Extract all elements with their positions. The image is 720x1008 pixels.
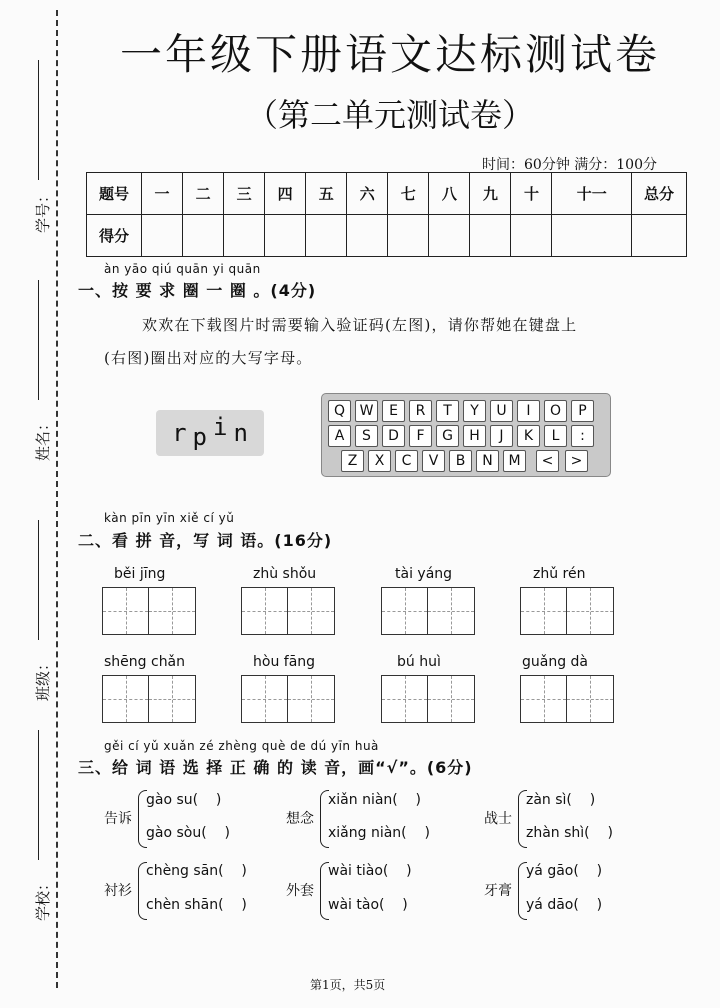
keyboard-image [321, 393, 611, 477]
word-pinyin-5: shēng chǎn [104, 654, 186, 670]
choice-option-2a[interactable]: xiǎn niàn( ) [328, 792, 422, 808]
choice-word-2: 想念 [286, 811, 314, 827]
school-line [38, 730, 39, 860]
score-table-cell: 总分 [632, 173, 687, 215]
choice-option-6b[interactable]: yá dāo( ) [526, 897, 603, 913]
key-s[interactable]: S [355, 425, 378, 447]
score-input-cell[interactable] [388, 215, 429, 257]
choice-word-5: 外套 [286, 883, 314, 899]
key-l[interactable]: L [544, 425, 567, 447]
writing-grid-1[interactable] [102, 587, 196, 635]
student-no-line [38, 60, 39, 180]
student-no-field [14, 60, 53, 260]
page-footer: 第1页，共5页 [310, 978, 386, 992]
score-input-cell[interactable] [306, 215, 347, 257]
page-title: 一年级下册语文达标测试卷 [119, 30, 660, 79]
key-g[interactable]: G [436, 425, 459, 447]
section1-instruction-line1: 欢欢在下载图片时需要输入验证码(左图)，请你帮她在键盘上 [142, 316, 578, 334]
writing-grid-7[interactable] [381, 675, 475, 723]
key-f[interactable]: F [409, 425, 432, 447]
key-j[interactable]: J [490, 425, 513, 447]
word-pinyin-4: zhǔ rén [533, 566, 586, 582]
score-input-cell[interactable] [632, 215, 687, 257]
class-label: 班级： [34, 655, 53, 702]
fold-line [56, 10, 58, 988]
score-input-cell[interactable] [470, 215, 511, 257]
class-line [38, 520, 39, 640]
choice-word-4: 衬衫 [104, 883, 132, 899]
choice-option-3b[interactable]: zhàn shì( ) [526, 825, 613, 841]
key-d[interactable]: D [382, 425, 405, 447]
score-input-cell[interactable] [265, 215, 306, 257]
key-h[interactable]: H [463, 425, 486, 447]
choice-option-3a[interactable]: zàn sì( ) [526, 792, 596, 808]
writing-grid-6[interactable] [241, 675, 335, 723]
writing-grid-3[interactable] [381, 587, 475, 635]
score-table-cell: 二 [183, 173, 224, 215]
key-less-than[interactable]: < [536, 450, 559, 472]
score-table-cell: 五 [306, 173, 347, 215]
score-table [86, 172, 687, 257]
writing-grid-5[interactable] [102, 675, 196, 723]
word-pinyin-2: zhù shǒu [253, 566, 317, 582]
score-table-cell: 九 [470, 173, 511, 215]
score-table-cell: 一 [142, 173, 183, 215]
student-no-label: 学号： [34, 187, 53, 234]
captcha-image [156, 410, 264, 456]
choice-word-3: 战士 [484, 811, 512, 827]
word-pinyin-1: běi jīng [114, 566, 166, 582]
score-table-cell: 四 [265, 173, 306, 215]
key-o[interactable]: O [544, 400, 567, 422]
score-input-cell[interactable] [142, 215, 183, 257]
section1-instruction-line2: (右图)圈出对应的大写字母。 [104, 349, 313, 367]
key-n[interactable]: N [476, 450, 499, 472]
key-t[interactable]: T [436, 400, 459, 422]
key-p[interactable]: P [571, 400, 594, 422]
score-table-cell: 十 [511, 173, 552, 215]
score-input-cell[interactable] [224, 215, 265, 257]
school-field [14, 730, 53, 930]
key-a[interactable]: A [328, 425, 351, 447]
key-greater-than[interactable]: > [565, 450, 588, 472]
key-k[interactable]: K [517, 425, 540, 447]
word-pinyin-8: guǎng dà [522, 654, 589, 670]
key-i[interactable]: I [517, 400, 540, 422]
school-label: 学校： [34, 875, 53, 922]
key-y[interactable]: Y [463, 400, 486, 422]
writing-grid-8[interactable] [520, 675, 614, 723]
choice-option-6a[interactable]: yá gāo( ) [526, 863, 603, 879]
section3-heading: 三、给 词 语 选 择 正 确 的 读 音，画“√”。(6分) [78, 758, 473, 777]
key-v[interactable]: V [422, 450, 445, 472]
choice-option-4a[interactable]: chèng sān( ) [146, 863, 247, 879]
score-table-cell: 七 [388, 173, 429, 215]
section3-pinyin: gěi cí yǔ xuǎn zé zhèng què de dú yīn huà [104, 739, 379, 753]
key-e[interactable]: E [382, 400, 405, 422]
key-x[interactable]: X [368, 450, 391, 472]
captcha-char: n [233, 419, 248, 447]
score-table-cell: 八 [429, 173, 470, 215]
name-field [14, 280, 53, 480]
key-r[interactable]: R [409, 400, 432, 422]
captcha-char: p [192, 423, 207, 451]
section1-pinyin: àn yāo qiú quān yi quān [104, 262, 261, 276]
score-row-label: 得分 [87, 215, 142, 257]
captcha-char: r [172, 419, 187, 447]
page-subtitle: （第二单元测试卷） [245, 96, 534, 134]
section1-heading: 一、按 要 求 圈 一 圈 。(4分) [78, 281, 317, 300]
key-u[interactable]: U [490, 400, 513, 422]
choice-word-6: 牙膏 [484, 883, 512, 899]
choice-option-2b[interactable]: xiǎng niàn( ) [328, 825, 430, 841]
name-line [38, 280, 39, 400]
score-table-cell: 三 [224, 173, 265, 215]
writing-grid-2[interactable] [241, 587, 335, 635]
score-input-cell[interactable] [511, 215, 552, 257]
section2-pinyin: kàn pīn yīn xiě cí yǔ [104, 511, 235, 525]
word-pinyin-6: hòu fāng [253, 654, 316, 670]
key-b[interactable]: B [449, 450, 472, 472]
score-table-cell: 题号 [87, 173, 142, 215]
word-pinyin-7: bú huì [397, 654, 441, 670]
score-table-cell: 六 [347, 173, 388, 215]
writing-grid-4[interactable] [520, 587, 614, 635]
score-table-cell: 十一 [552, 173, 632, 215]
class-field [14, 520, 53, 720]
key-z[interactable]: Z [341, 450, 364, 472]
score-input-cell[interactable] [429, 215, 470, 257]
choice-option-1b[interactable]: gào sòu( ) [146, 825, 230, 841]
section2-heading: 二、看 拼 音，写 词 语。(16分) [78, 531, 333, 550]
key-w[interactable]: W [355, 400, 378, 422]
name-label: 姓名： [34, 415, 53, 462]
key-q[interactable]: Q [328, 400, 351, 422]
key-c[interactable]: C [395, 450, 418, 472]
choice-option-5b[interactable]: wài tào( ) [328, 897, 408, 913]
score-input-cell[interactable] [552, 215, 632, 257]
choice-option-4b[interactable]: chèn shān( ) [146, 897, 247, 913]
score-table-score-row [87, 215, 687, 257]
captcha-char: i [213, 413, 228, 441]
score-input-cell[interactable] [183, 215, 224, 257]
time-info: 时间：60分钟 满分：100分 [482, 157, 657, 173]
choice-option-1a[interactable]: gào su( ) [146, 792, 222, 808]
key-colon[interactable]: : [571, 425, 594, 447]
score-table-header-row [87, 173, 687, 215]
score-input-cell[interactable] [347, 215, 388, 257]
choice-option-5a[interactable]: wài tiào( ) [328, 863, 412, 879]
word-pinyin-3: tài yáng [395, 566, 453, 582]
key-m[interactable]: M [503, 450, 526, 472]
choice-word-1: 告诉 [104, 811, 132, 827]
